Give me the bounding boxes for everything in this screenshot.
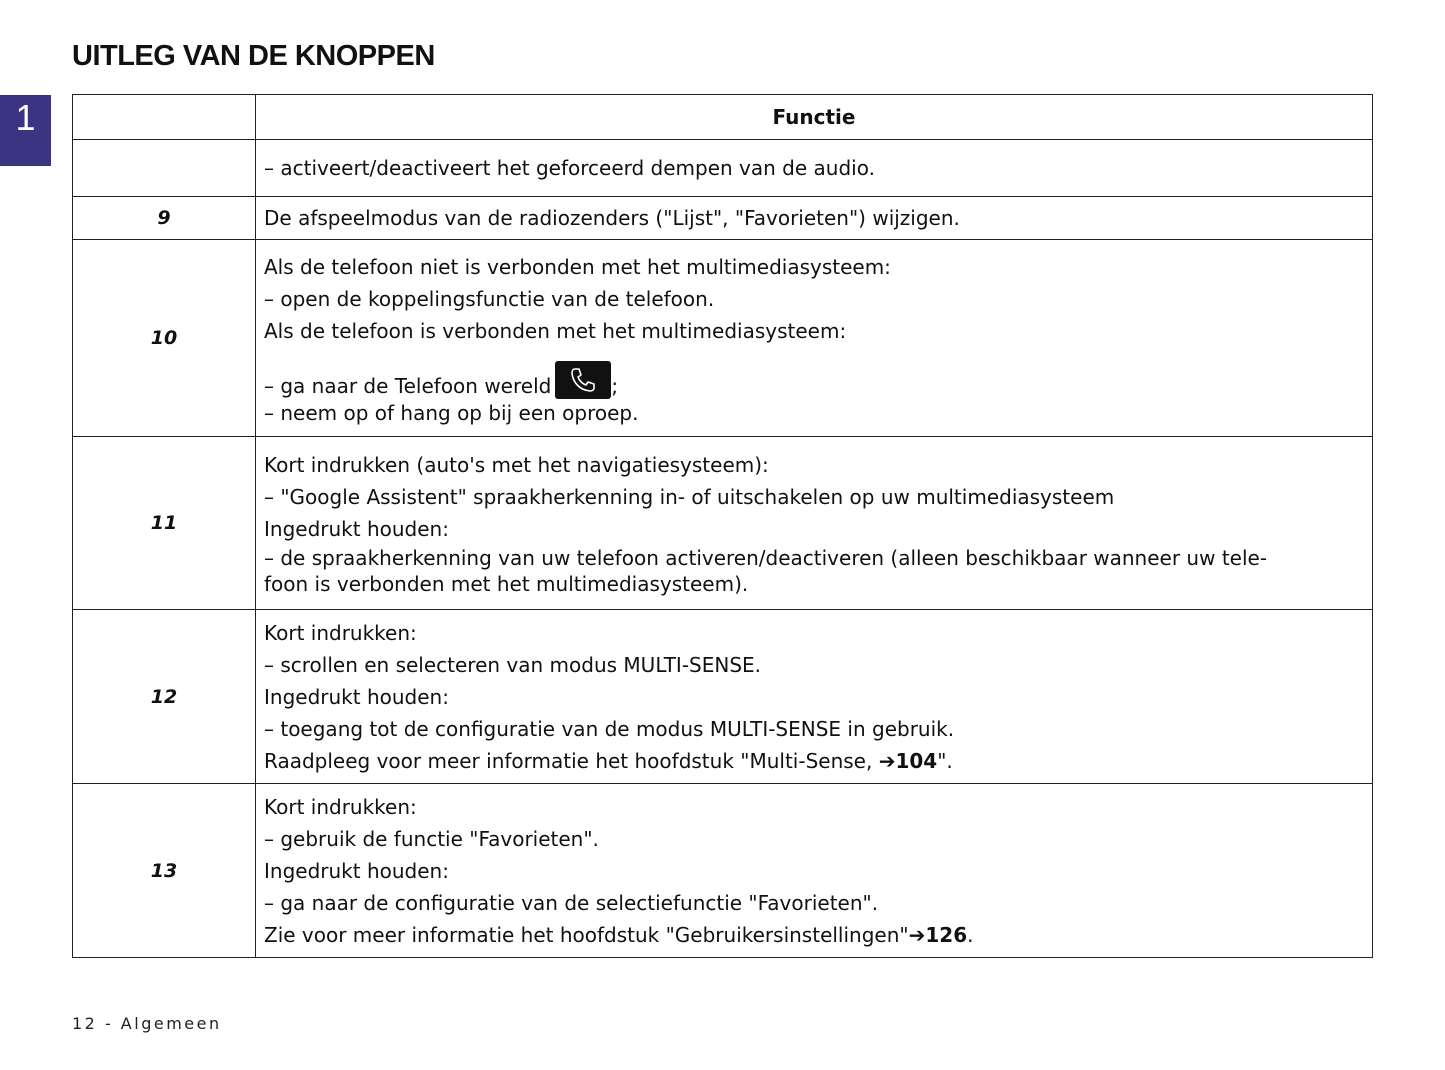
function-line: De afspeelmodus van de radiozenders ("Lijst", "Favorieten") wijzigen. [264,206,960,230]
function-line: – "Google Assistent" spraakherkenning in- of uitschakelen op uw multimediasysteem [264,485,1115,509]
function-line: foon is verbonden met het multimediasysteem). [264,572,749,596]
function-line: Kort indrukken: [264,794,417,819]
function-line: Ingedrukt houden: [264,517,449,541]
function-line: Als de telefoon niet is verbonden met het multimediasysteem: [264,254,891,279]
phone-icon [555,361,611,399]
page-footer: 12 - Algemeen [72,1014,222,1033]
function-line: – toegang tot de configuratie van de modus MULTI-SENSE in gebruik. [264,716,955,741]
function-line: – neem op of hang op bij een oproep. [264,400,639,425]
row-number [73,140,256,197]
table-row [73,610,1373,784]
table-header-row [73,95,1373,140]
function-text: ". [937,748,953,773]
function-line [264,361,1360,400]
function-text: – ga naar de Telefoon wereld [264,373,552,398]
row-number: 12 [73,610,256,784]
header-function-cell: Functie [256,95,1373,140]
table-row [73,140,1373,197]
table-row [73,784,1373,958]
function-line: Als de telefoon is verbonden met het multimediasysteem: [264,318,847,343]
row-function [256,197,1373,240]
row-function [256,240,1373,437]
chapter-tab: 1 [0,95,51,166]
table-row [73,240,1373,437]
row-number: 9 [73,197,256,240]
arrow-right-icon: ➔ [908,922,926,947]
function-line: – open de koppelingsfunctie van de telefoon. [264,286,715,311]
function-text: Raadpleeg voor meer informatie het hoofdstuk "Multi-Sense, [264,748,879,773]
page-title: UITLEG VAN DE KNOPPEN [72,40,435,72]
function-line [264,745,1360,777]
function-line: – scrollen en selecteren van modus MULTI-SENSE. [264,652,762,677]
header-number-cell [73,95,256,140]
function-text: ; [611,373,619,398]
function-line: Ingedrukt houden: [264,858,449,883]
function-line: – ga naar de configuratie van de selectiefunctie "Favorieten". [264,890,879,915]
arrow-right-icon: ➔ [878,748,896,773]
row-number: 13 [73,784,256,958]
row-number: 11 [73,437,256,610]
buttons-table [72,94,1373,958]
function-text: . [967,922,974,947]
row-function [256,437,1373,610]
row-function [256,610,1373,784]
function-line: Kort indrukken (auto's met het navigatiesysteem): [264,453,769,477]
page-reference-link[interactable]: 126 [925,922,968,947]
function-line: – activeert/deactiveert het geforceerd dempen van de audio. [264,156,875,180]
row-function [256,140,1373,197]
table-row [73,197,1373,240]
function-line: – de spraakherkenning van uw telefoon activeren/deactiveren (alleen beschikbaar wanneer uw tele- [264,546,1268,570]
table-row [73,437,1373,610]
page-reference-link[interactable]: 104 [895,748,938,773]
row-function [256,784,1373,958]
function-line: Ingedrukt houden: [264,684,449,709]
function-text: Zie voor meer informatie het hoofdstuk "Gebruikersinstellingen" [264,922,909,947]
function-line: Kort indrukken: [264,620,417,645]
row-number: 10 [73,240,256,437]
function-line [264,919,1360,951]
function-line: – gebruik de functie "Favorieten". [264,826,599,851]
